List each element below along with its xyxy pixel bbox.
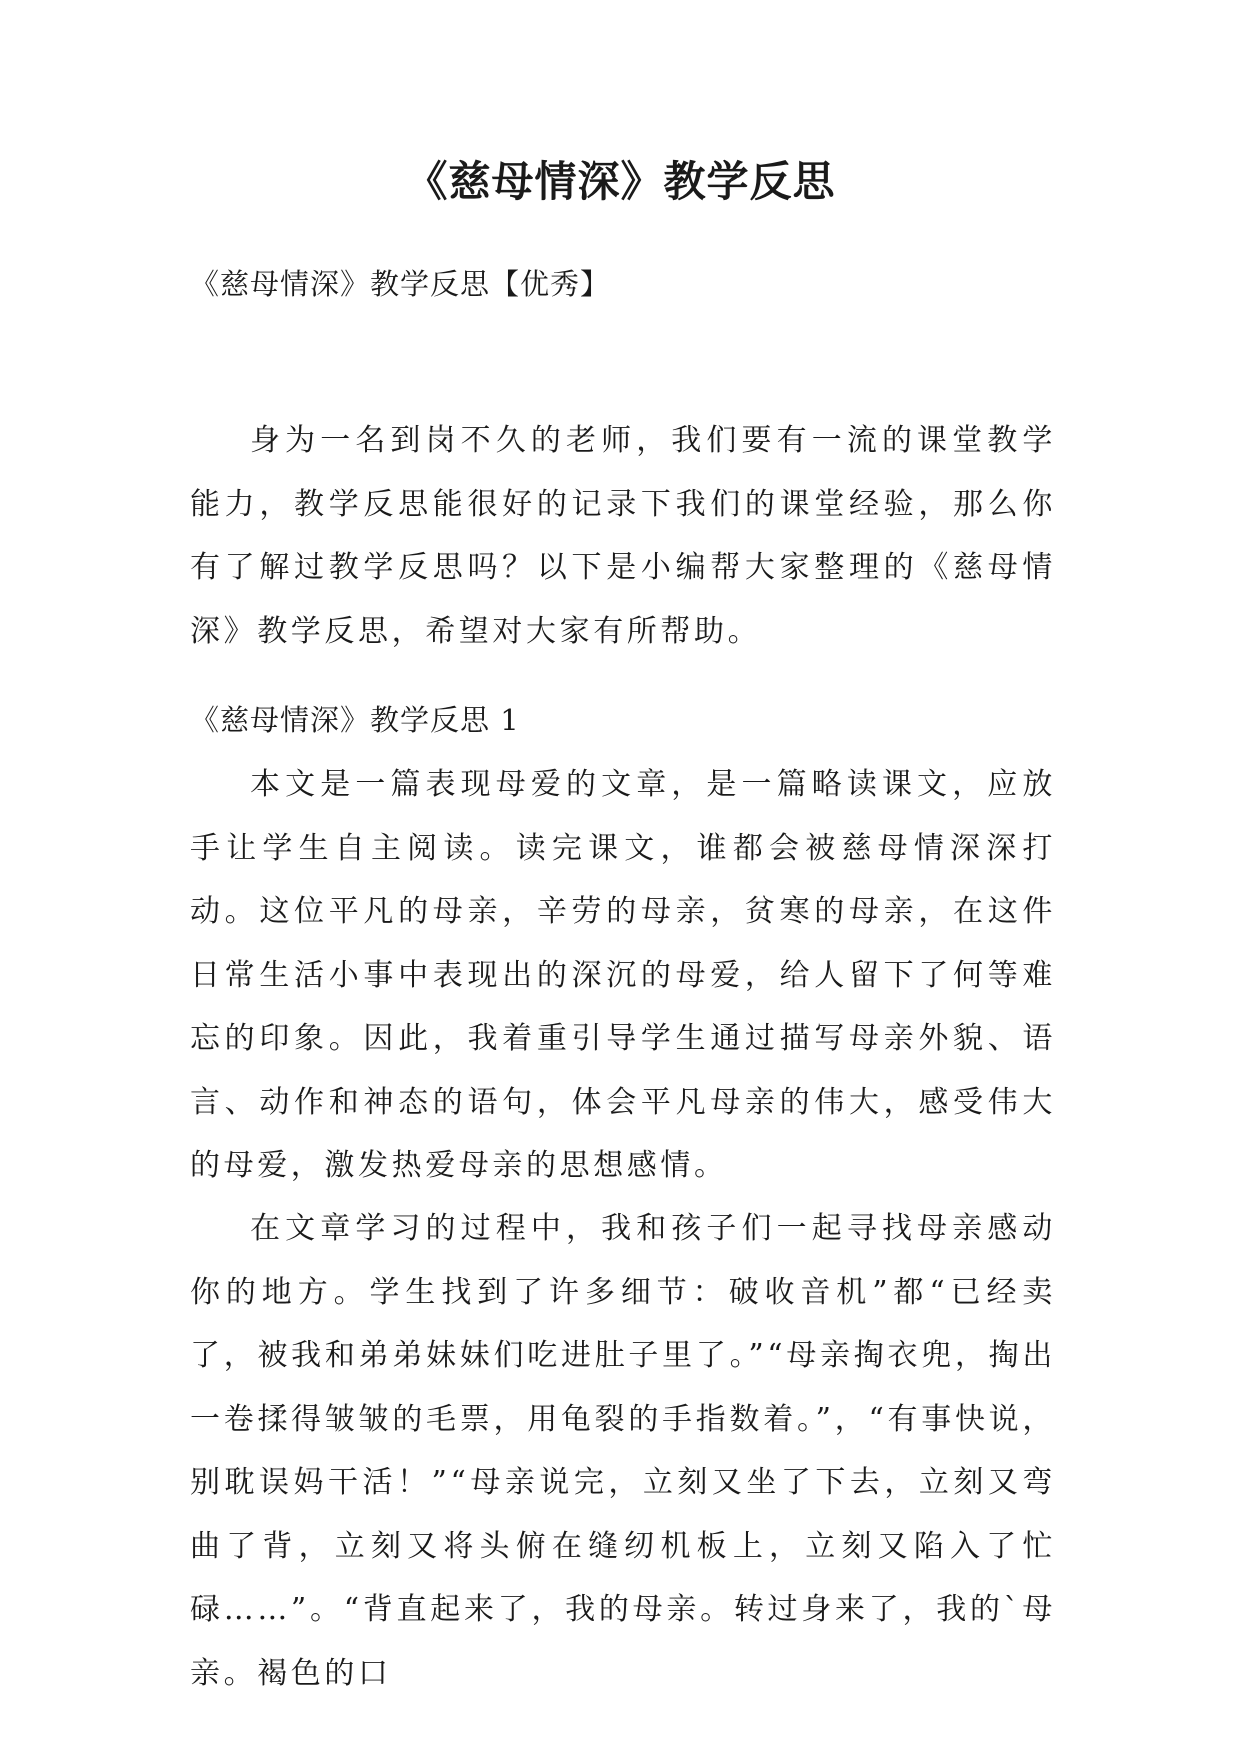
document-subtitle: 《慈母情深》教学反思【优秀】 [190,267,611,301]
document-title: 《慈母情深》教学反思 [405,157,836,206]
intro-paragraph: 身为一名到岗不久的老师，我们要有一流的课堂教学能力，教学反思能很好的记录下我们的课堂经验，那么你有了解过教学反思吗？以下是小编帮大家整理的《慈母情深》教学反思，希望对大家有所帮助。 [190,423,1056,649]
body-paragraph-1: 本文是一篇表现母爱的文章，是一篇略读课文，应放手让学生自主阅读。读完课文，谁都会被慈母情深深打动。这位平凡的母亲，辛劳的母亲，贫寒的母亲，在这件日常生活小事中表现出的深沉的母爱，给人留下了何等难忘的印象。因此，我着重引导学生通过描写母亲外貌、语言、动作和神态的语句，体会平凡母亲的伟大，感受伟大的母爱，激发热爱母亲的思想感情。 [190,767,1056,1183]
body-paragraph-2: 在文章学习的过程中，我和孩子们一起寻找母亲感动你的地方。学生找到了许多细节：破收音机”都“已经卖了，被我和弟弟妹妹们吃进肚子里了。”“母亲掏衣兜，掏出一卷揉得皱皱的毛票，用龟裂的手指数着。”，“有事快说，别耽误妈干活！”“母亲说完，立刻又坐了下去，立刻又弯曲了背，立刻又将头俯在缝纫机板上，立刻又陷入了忙碌……”。“背直起来了，我的母亲。转过身来了，我的`母亲。褐色的口 [190,1211,1056,1691]
section-heading: 《慈母情深》教学反思 1 [190,703,520,737]
